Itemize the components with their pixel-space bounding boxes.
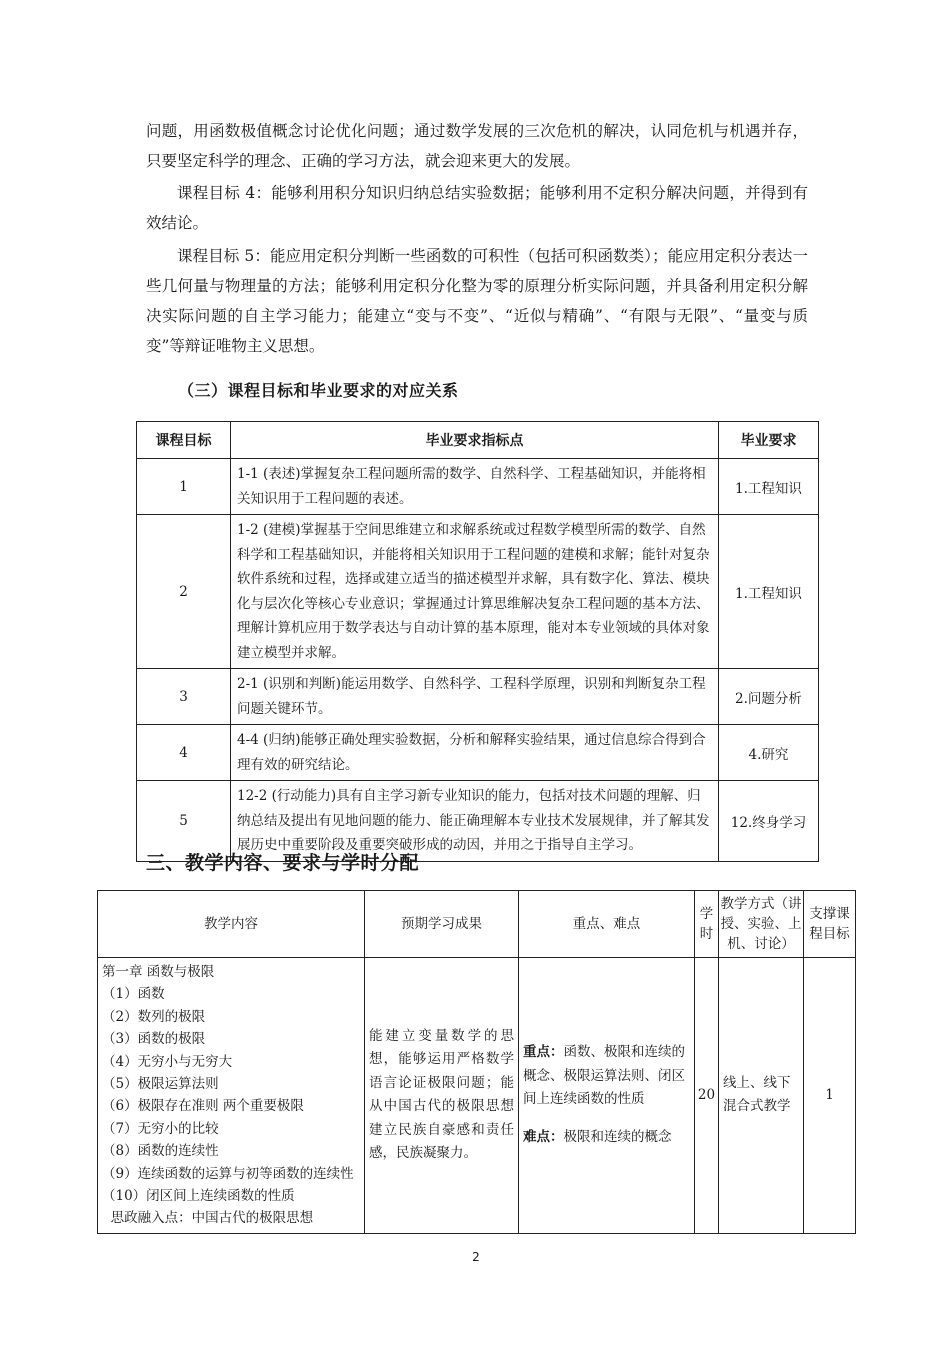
list-item: （4）无穷小与无穷大 bbox=[102, 1053, 233, 1070]
table-row bbox=[137, 515, 819, 669]
chapter-topics bbox=[98, 958, 365, 1234]
hours-value: 20 bbox=[695, 958, 719, 1234]
table-row bbox=[98, 958, 856, 1234]
header-hours: 学时 bbox=[695, 891, 719, 958]
header-outcome: 预期学习成果 bbox=[365, 891, 519, 958]
table-row bbox=[137, 669, 819, 725]
table-row bbox=[137, 459, 819, 515]
goal-number: 4 bbox=[137, 725, 231, 781]
header-indicator: 毕业要求指标点 bbox=[231, 422, 719, 459]
key-label: 重点： bbox=[523, 1044, 564, 1061]
list-item: （9）连续函数的运算与初等函数的连续性 bbox=[102, 1165, 354, 1182]
header-method: 教学方式（讲授、实验、上机、讨论） bbox=[719, 891, 804, 958]
paragraph-course-goal-4: 课程目标 4：能够利用积分知识归纳总结实验数据；能够利用不定积分解决问题，并得到有效结论。 bbox=[146, 184, 808, 232]
goal-number: 2 bbox=[137, 515, 231, 669]
difficulty-text: 极限和连续的概念 bbox=[563, 1128, 672, 1145]
difficulty-label: 难点： bbox=[523, 1128, 564, 1145]
table-row bbox=[137, 725, 819, 781]
list-item: （7）无穷小的比较 bbox=[102, 1120, 219, 1137]
table-header-row bbox=[137, 422, 819, 459]
list-item: （8）函数的连续性 bbox=[102, 1143, 219, 1160]
page-number: 2 bbox=[472, 1250, 480, 1264]
header-requirement: 毕业要求 bbox=[719, 422, 819, 459]
header-course-goal: 课程目标 bbox=[137, 422, 231, 459]
requirement-text: 1.工程知识 bbox=[719, 515, 819, 669]
paragraph-course-goal-5: 课程目标 5：能应用定积分判断一些函数的可积性（包括可积函数类）；能应用定积分表达一些几何量与物理量的方法；能够利用定积分化整为零的原理分析实际问题，并具备利用定积分解决实际问题的自主学习能力；能建立“变与不变”、“近似与精确”、“有限与无限”、“量变与质变”等辩证唯物主义思想。 bbox=[146, 247, 808, 355]
teaching-content-table bbox=[97, 890, 856, 1234]
key-points bbox=[523, 1041, 690, 1112]
requirement-text: 1.工程知识 bbox=[719, 459, 819, 515]
indicator-text: 12-2 (行动能力)具有自主学习新专业知识的能力，包括对技术问题的理解、归纳总结及提出有见地问题的能力、能正确理解本专业技术发展规律，并了解其发展历史中重要阶段及重要突破形成的动因，并用之于指导自主学习。 bbox=[231, 781, 719, 862]
goal-number: 3 bbox=[137, 669, 231, 725]
requirement-text: 4.研究 bbox=[719, 725, 819, 781]
goal-number: 1 bbox=[137, 459, 231, 515]
header-content: 教学内容 bbox=[98, 891, 365, 958]
expected-outcome: 能建立变量数学的思想，能够运用严格数学语言论证极限问题；能从中国古代的极限思想建立民族自豪感和责任感，民族凝聚力。 bbox=[365, 958, 519, 1234]
indicator-text: 2-1 (识别和判断)能运用数学、自然科学、工程科学原理，识别和判断复杂工程问题关键环节。 bbox=[231, 669, 719, 725]
goal-requirement-table bbox=[136, 421, 819, 862]
ideology-point: 思政融入点：中国古代的极限思想 bbox=[102, 1210, 314, 1227]
header-supported-goals: 支撑课程目标 bbox=[804, 891, 856, 958]
difficult-points bbox=[523, 1126, 690, 1150]
list-item: （6）极限存在准则 两个重要极限 bbox=[102, 1098, 304, 1115]
list-item: （5）极限运算法则 bbox=[102, 1076, 219, 1093]
indicator-text: 4-4 (归纳)能够正确处理实验数据，分析和解释实验结果，通过信息综合得到合理有效的研究结论。 bbox=[231, 725, 719, 781]
goal-number: 5 bbox=[137, 781, 231, 862]
list-item: （2）数列的极限 bbox=[102, 1008, 206, 1025]
header-key-points: 重点、难点 bbox=[519, 891, 695, 958]
section-heading-teaching-content: 三、教学内容、要求与学时分配 bbox=[146, 852, 420, 874]
sub-heading-goal-mapping: （三）课程目标和毕业要求的对应关系 bbox=[178, 381, 459, 400]
key-text: 函数、极限和连续的概念、极限运算法则、闭区间上连续函数的性质 bbox=[523, 1044, 685, 1108]
table-header-row bbox=[98, 891, 856, 958]
list-item: （1）函数 bbox=[102, 986, 165, 1003]
list-item: （10）闭区间上连续函数的性质 bbox=[102, 1188, 295, 1205]
supported-goal: 1 bbox=[804, 958, 856, 1234]
chapter-title: 第一章 函数与极限 bbox=[102, 964, 215, 980]
paragraph-continuation: 问题，用函数极值概念讨论优化问题；通过数学发展的三次危机的解决，认同危机与机遇并存，只要坚定科学的理念、正确的学习方法，就会迎来更大的发展。 bbox=[146, 122, 808, 170]
list-item: （3）函数的极限 bbox=[102, 1031, 206, 1048]
requirement-text: 12.终身学习 bbox=[719, 781, 819, 862]
indicator-text: 1-1 (表述)掌握复杂工程问题所需的数学、自然科学、工程基础知识，并能将相关知识用于工程问题的表述。 bbox=[231, 459, 719, 515]
indicator-text: 1-2 (建模)掌握基于空间思维建立和求解系统或过程数学模型所需的数学、自然科学和工程基础知识，并能将相关知识用于工程问题的建模和求解；能针对复杂软件系统和过程，选择或建立适当的描述模型并求解，具有数字化、算法、模块化与层次化等核心专业意识；掌握通过计算思维解决复杂工程问题的基本方法、理解计算机应用于数学表达与自动计算的基本原理，能对本专业领域的具体对象建立模型并求解。 bbox=[231, 515, 719, 669]
teaching-method: 线上、线下混合式教学 bbox=[719, 958, 804, 1234]
key-difficult-points bbox=[519, 958, 695, 1234]
requirement-text: 2.问题分析 bbox=[719, 669, 819, 725]
